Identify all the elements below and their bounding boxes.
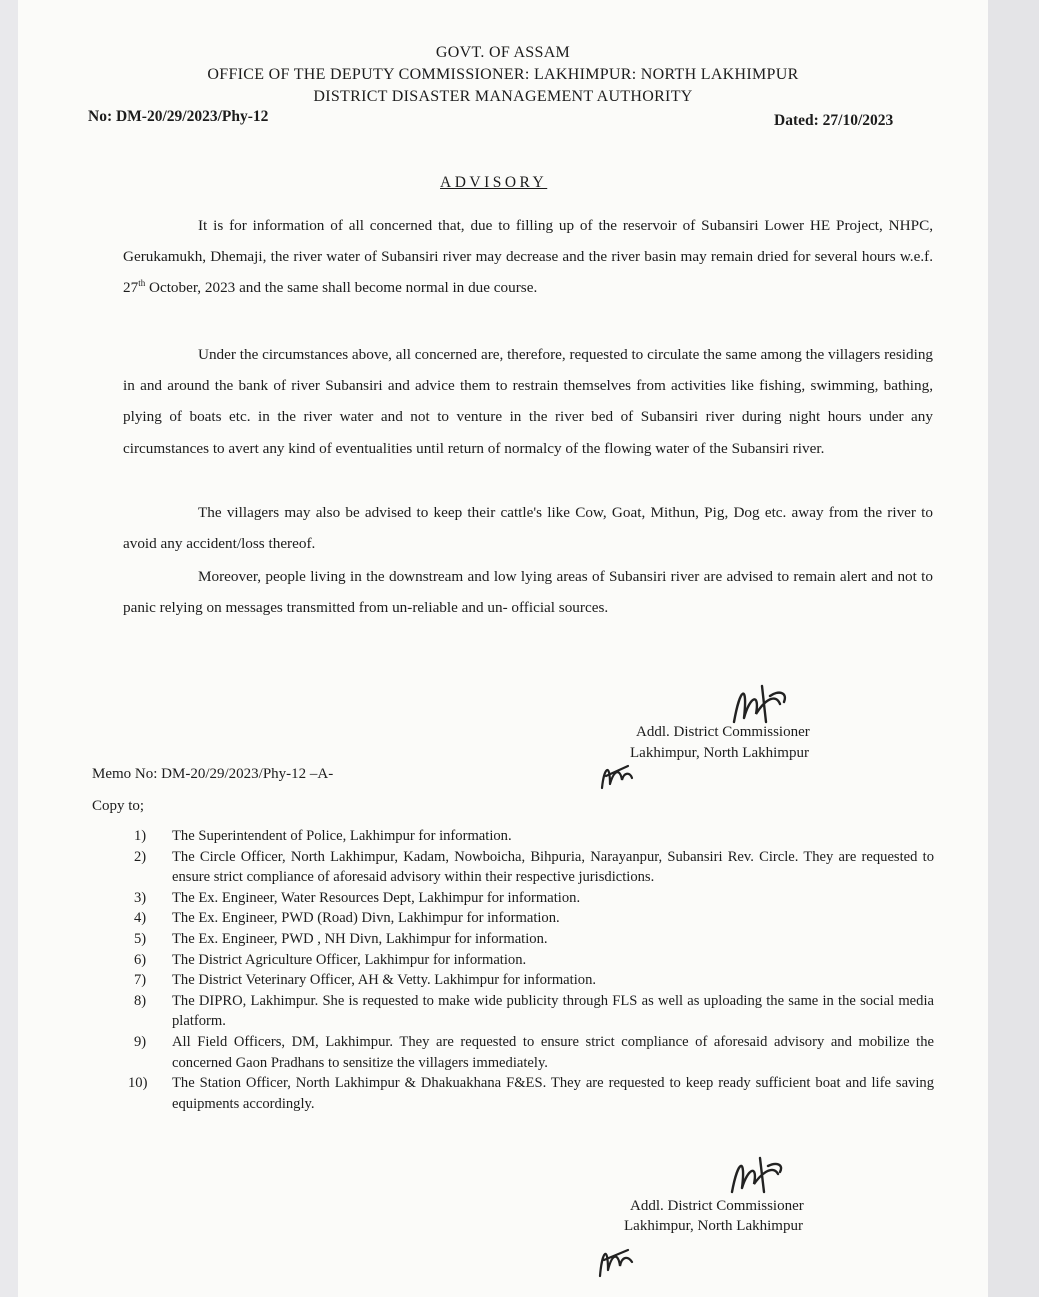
authority-heading: DISTRICT DISASTER MANAGEMENT AUTHORITY [313, 88, 693, 105]
copy-to-item [114, 888, 934, 909]
memo-number: Memo No: DM-20/29/2023/Phy-12 –A- [92, 766, 334, 782]
copy-to-item [114, 970, 934, 991]
copy-to-item [114, 1073, 934, 1114]
copy-to-item-number: 1) [134, 828, 147, 844]
copy-to-list [114, 826, 934, 1114]
copy-to-item-text: The DIPRO, Lakhimpur. She is requested to make wide publicity through FLS as well as uploading the same in the social media platform. [172, 992, 934, 1030]
copy-to-item [114, 908, 934, 929]
copy-to-item-number: 5) [134, 930, 147, 947]
page-edge-margin [988, 0, 1039, 1297]
copy-to-item-number: 7) [134, 972, 147, 989]
copy-to-item-number: 9) [134, 1033, 147, 1050]
copy-to-item-number: 10) [128, 1075, 148, 1092]
copy-to-item-text: All Field Officers, DM, Lakhimpur. They are requested to ensure strict compliance of aforesaid advisory and mobilize the concerned Gaon Pradhans to sensitize the villagers immediately. [172, 1033, 934, 1071]
document-page [18, 0, 988, 1297]
copy-to-item-text: The Station Officer, North Lakhimpur & Dhakuakhana F&ES. They are requested to keep ready sufficient boat and life saving equipments accordingly. [172, 1075, 934, 1112]
initials-1-mark [596, 758, 636, 792]
copy-to-item-text: The Ex. Engineer, Water Resources Dept, Lakhimpur for information. [172, 889, 581, 906]
copy-to-item-number: 3) [134, 889, 147, 906]
paragraph-4: Moreover, people living in the downstream and low lying areas of Subansiri river are advised to remain alert and not to panic relying on messages transmitted from un-reliable and un- official sources. [123, 568, 933, 617]
copy-to-item [114, 929, 934, 950]
signature-1-place: Lakhimpur, North Lakhimpur [630, 745, 809, 761]
copy-to-item [114, 1032, 934, 1073]
office-heading: OFFICE OF THE DEPUTY COMMISSIONER: LAKHIMPUR: NORTH LAKHIMPUR [207, 66, 799, 83]
copy-to-item-text: The Ex. Engineer, PWD (Road) Divn, Lakhimpur for information. [172, 910, 560, 927]
copy-to-item-text: The Circle Officer, North Lakhimpur, Kadam, Nowboicha, Bihpuria, Narayanpur, Subansiri Rev. Circle. They are requested to ensure strict compliance of aforesaid advisory within their respective jurisdictions. [172, 848, 934, 886]
copy-to-item-text: The Superintendent of Police, Lakhimpur for information. [172, 828, 512, 844]
copy-to-item-number: 6) [134, 951, 147, 968]
copy-to-item [114, 847, 934, 888]
signature-1-title: Addl. District Commissioner [636, 724, 810, 740]
document-title: ADVISORY [440, 174, 548, 191]
copy-to-label: Copy to; [92, 798, 145, 814]
copy-to-item-number: 2) [134, 848, 147, 865]
document-date: Dated: 27/10/2023 [774, 112, 894, 129]
govt-heading: GOVT. OF ASSAM [435, 44, 571, 61]
copy-to-item-text: The Ex. Engineer, PWD , NH Divn, Lakhimpur for information. [172, 930, 548, 947]
paragraph-3: The villagers may also be advised to keep their cattle's like Cow, Goat, Mithun, Pig, Dog etc. away from the river to avoid any accident/loss thereof. [123, 504, 933, 553]
paragraph-1: It is for information of all concerned that, due to filling up of the reservoir of Subansiri Lower HE Project, NHPC, Gerukamukh, Dhemaji, the river water of Subansiri river may decrease and the river basin may remain dried for several hours w.e.f. 27th October, 2023 and the same shall become normal in due course. [123, 217, 933, 297]
copy-to-item-number: 8) [134, 992, 147, 1009]
copy-to-item [114, 991, 934, 1032]
copy-to-item [114, 826, 934, 847]
copy-to-item [114, 950, 934, 971]
initials-2-mark [594, 1240, 638, 1280]
reference-number: No: DM-20/29/2023/Phy-12 [88, 108, 269, 125]
copy-to-item-number: 4) [134, 910, 147, 927]
signature-2-mark [724, 1152, 790, 1200]
copy-to-item-text: The District Agriculture Officer, Lakhimpur for information. [172, 951, 527, 968]
paragraph-2: Under the circumstances above, all concerned are, therefore, requested to circulate the same among the villagers residing in and around the bank of river Subansiri and advice them to restrain themselves from activities like fishing, swimming, bathing, plying of boats etc. in the river water and not to venture in the river bed of Subansiri river during night hours under any circumstances to avert any kind of eventualities until return of normalcy of the flowing water of the Subansiri river. [123, 346, 934, 457]
signature-2-title: Addl. District Commissioner [630, 1198, 804, 1214]
signature-2-place: Lakhimpur, North Lakhimpur [624, 1218, 803, 1234]
copy-to-item-text: The District Veterinary Officer, AH & Vetty. Lakhimpur for information. [172, 972, 597, 989]
